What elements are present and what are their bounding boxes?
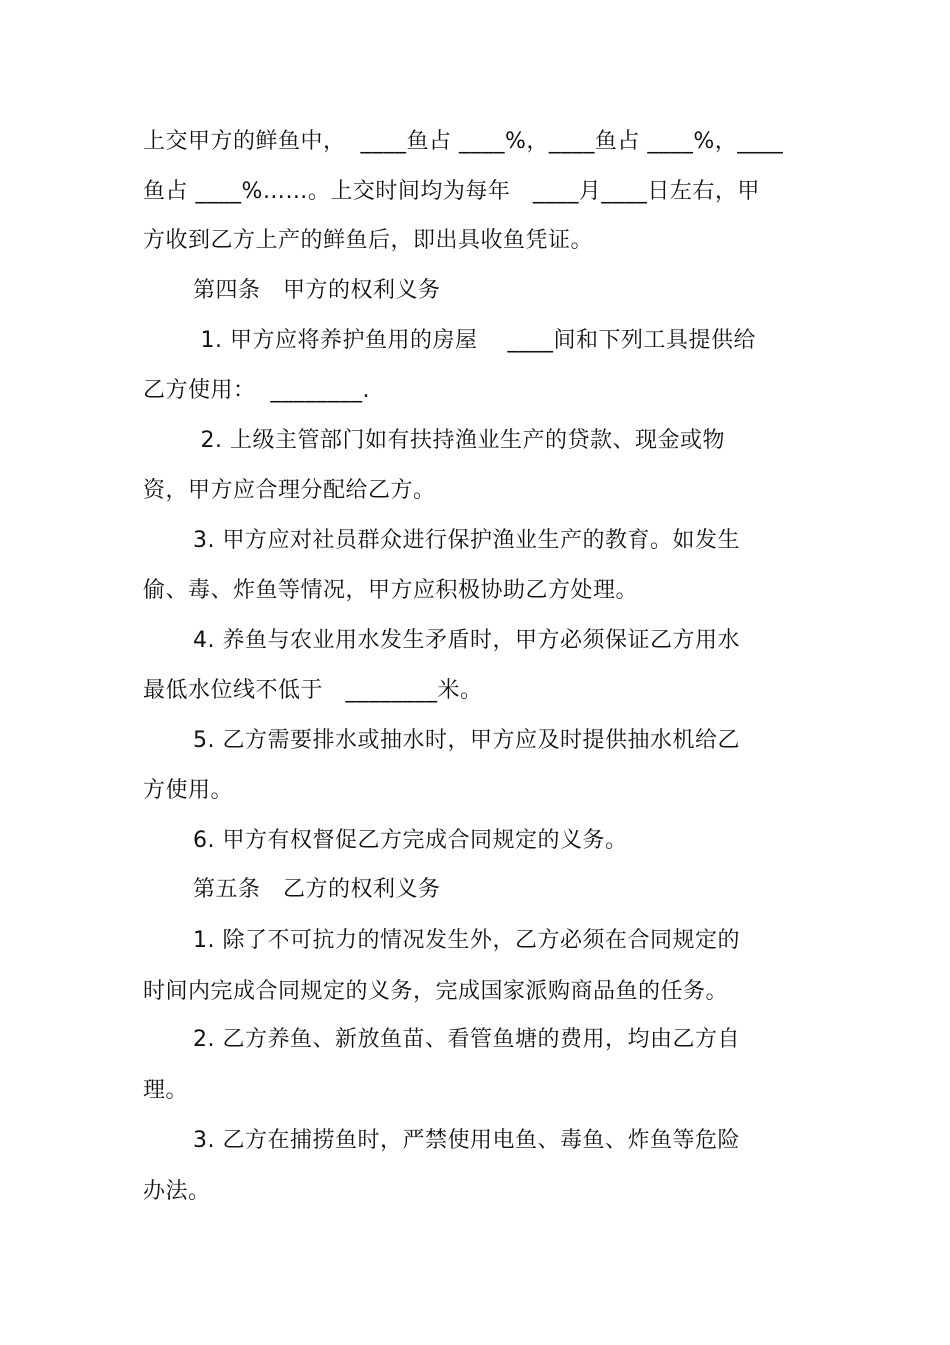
text-line: 理。 bbox=[143, 1078, 189, 1103]
text-line: 6. 甲方有权督促乙方完成合同规定的义务。 bbox=[193, 828, 628, 853]
text-line: 方使用。 bbox=[143, 778, 234, 803]
text-line: 2. 上级主管部门如有扶持渔业生产的贷款、现金或物 bbox=[193, 428, 725, 453]
text-line: 偷、毒、炸鱼等情况，甲方应积极协助乙方处理。 bbox=[143, 578, 639, 603]
text-line: 鱼占 ____%……。上交时间均为每年 ____月____日左右，甲 bbox=[143, 179, 760, 204]
text-line: 时间内完成合同规定的义务，完成国家派购商品鱼的任务。 bbox=[143, 979, 729, 1004]
text-line: 1. 甲方应将养护鱼用的房屋 ____间和下列工具提供给 bbox=[193, 328, 756, 353]
article-heading: 第五条 乙方的权利义务 bbox=[193, 877, 441, 902]
text-line: 资，甲方应合理分配给乙方。 bbox=[143, 478, 436, 503]
text-line: 4. 养鱼与农业用水发生矛盾时，甲方必须保证乙方用水 bbox=[193, 628, 740, 653]
text-line: 5. 乙方需要排水或抽水时，甲方应及时提供抽水机给乙 bbox=[193, 728, 740, 753]
text-line: 3. 甲方应对社员群众进行保护渔业生产的教育。如发生 bbox=[193, 528, 740, 553]
article-heading: 第四条 甲方的权利义务 bbox=[193, 278, 441, 303]
text-line: 乙方使用： ________. bbox=[143, 378, 370, 403]
text-line: 3. 乙方在捕捞鱼时，严禁使用电鱼、毒鱼、炸鱼等危险 bbox=[193, 1128, 740, 1153]
text-line: 最低水位线不低于 ________米。 bbox=[143, 678, 483, 703]
text-line: 上交甲方的鲜鱼中， ____鱼占 ____%，____鱼占 ____%，____ bbox=[143, 129, 784, 154]
text-line: 2. 乙方养鱼、新放鱼苗、看管鱼塘的费用，均由乙方自 bbox=[193, 1027, 740, 1052]
text-line: 方收到乙方上产的鲜鱼后，即出具收鱼凭证。 bbox=[143, 228, 594, 253]
text-line: 1. 除了不可抗力的情况发生外，乙方必须在合同规定的 bbox=[193, 928, 740, 953]
text-line: 办法。 bbox=[143, 1179, 211, 1204]
